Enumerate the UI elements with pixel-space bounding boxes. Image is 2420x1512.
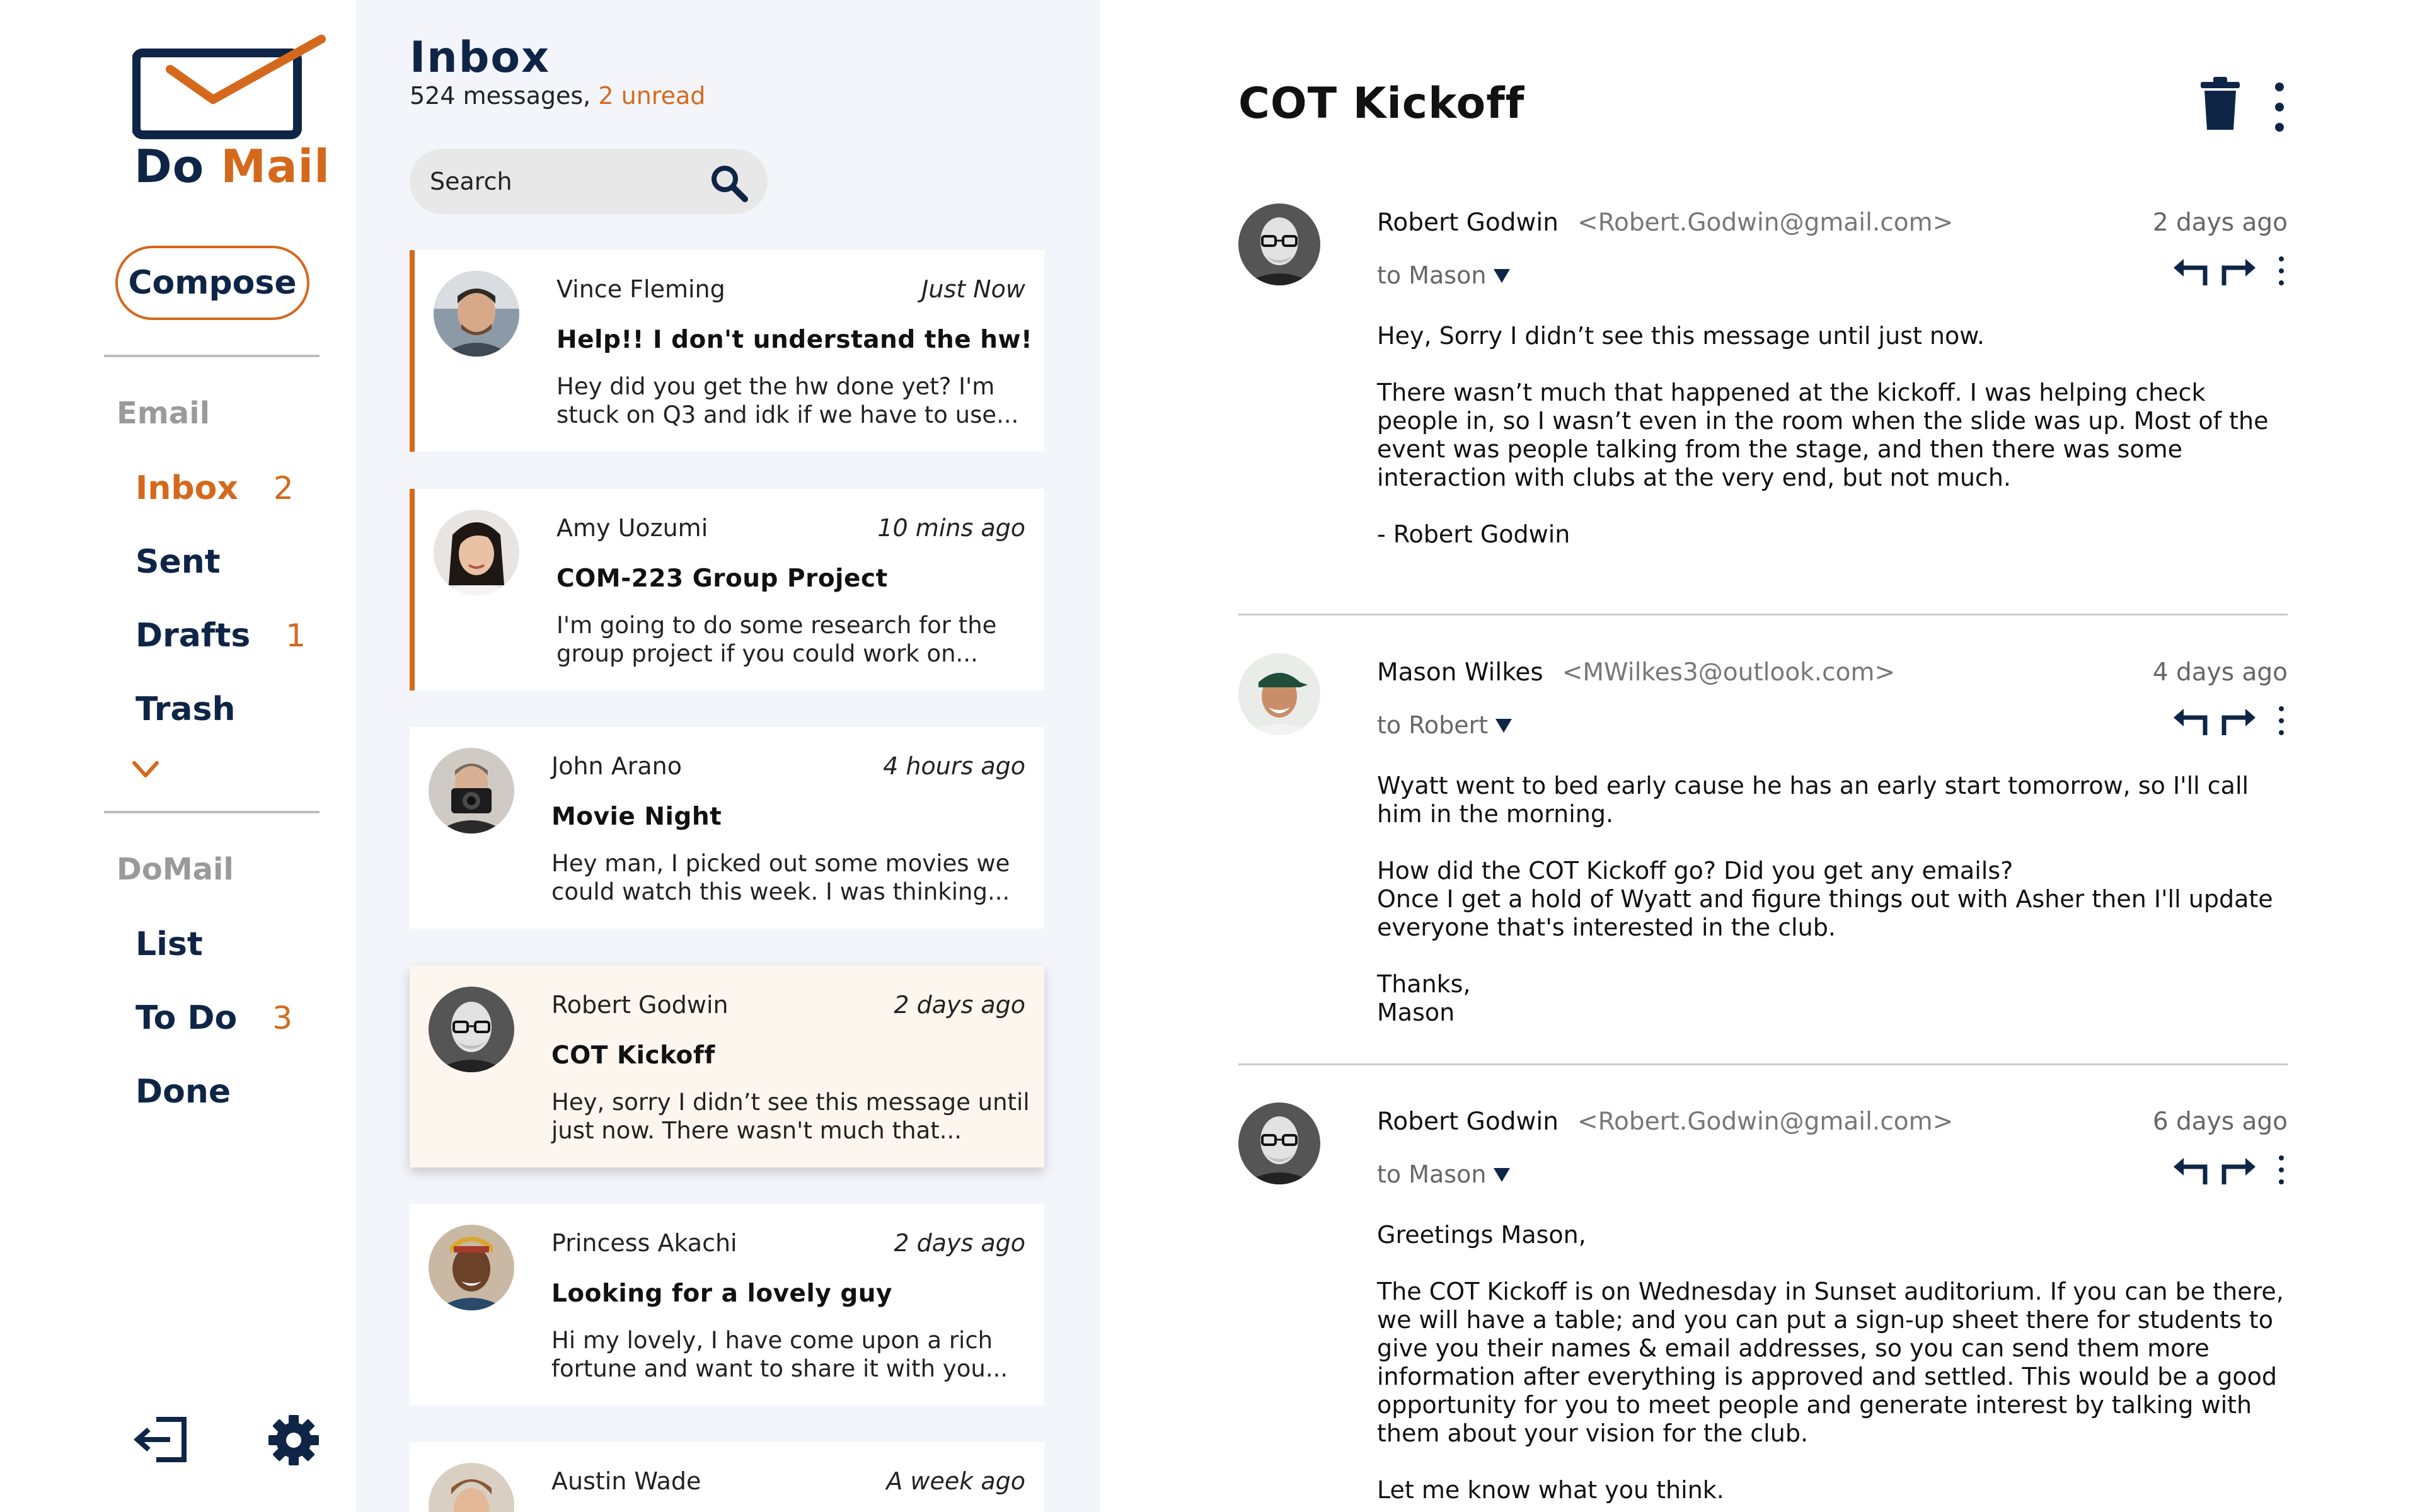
message-time: 4 hours ago [883,752,1025,780]
sender-name: Mason Wilkes [1377,658,1543,687]
sidebar-item-trash[interactable] [135,687,235,731]
recipient-label: to Mason [1377,1160,1487,1188]
compose-button[interactable]: Compose [115,246,309,320]
message-divider [1238,1063,2288,1065]
sender-email: <Robert.Godwin@gmail.com> [1577,1108,1954,1136]
message-time: A week ago [886,1467,1025,1495]
avatar [429,1225,514,1310]
message-time: 2 days ago [2152,209,2288,237]
sidebar-item-inbox[interactable] [135,466,294,510]
message-paragraph: The COT Kickoff is on Wednesday in Sunset auditorium. If you can be there, we will have a table; and you can put a sign-up sheet there for students to give you their names & email addresses, so you can send them more information after everything is approved and settled. This would be a good opportunity for you to meet people and generate interest by talking with them about your vision for the club. [1377,1278,2284,1447]
message-from [1377,209,1953,237]
sender-email: <Robert.Godwin@gmail.com> [1577,209,1954,237]
message-sender: Princess Akachi [551,1229,737,1257]
message-time: 4 days ago [2152,658,2288,687]
avatar [1238,203,1320,285]
message-card[interactable] [410,1442,1044,1512]
sidebar-item-label: Sent [135,543,221,581]
reading-pane [1100,0,2420,1512]
message-preview: Hi my lovely, I have come upon a rich fortune and want to share it with you... [551,1327,1008,1382]
sidebar-item-drafts[interactable] [135,614,306,658]
message-time: 10 mins ago [877,514,1025,542]
brand-name-part2: Mail [221,140,330,193]
inbox-summary [410,82,705,110]
sidebar-section-domail: DoMail [117,852,234,887]
caret-down-icon [1494,716,1513,734]
message-time: 2 days ago [894,991,1025,1019]
message-body [1377,322,2285,577]
forward-icon[interactable] [2221,255,2258,287]
recipients-toggle[interactable] [1377,1160,1511,1188]
forward-icon[interactable] [2221,705,2258,736]
message-card[interactable] [410,489,1044,690]
more-options-icon[interactable] [2275,1154,2288,1186]
inbox-panel [356,0,1100,1512]
message-body [1377,772,2285,1055]
avatar [1238,653,1320,735]
message-paragraph: Wyatt went to bed early cause he has an early start tomorrow, so I'll call him in the morning. [1377,772,2249,828]
message-paragraph: Hey, Sorry I didn’t see this message until just now. [1377,322,1985,350]
message-from [1377,658,1895,687]
message-sender: Vince Fleming [556,275,725,303]
message-sender: John Arano [551,752,682,780]
message-time: 6 days ago [2152,1108,2288,1136]
reply-icon[interactable] [2171,255,2208,287]
message-body [1377,1221,2285,1512]
sidebar-section-email: Email [117,396,210,431]
message-paragraph: Greetings Mason, [1377,1221,1586,1249]
sidebar-item-todo[interactable] [135,996,292,1040]
avatar [1238,1102,1320,1184]
sender-name: Robert Godwin [1377,209,1559,237]
message-subject: Looking for a lovely guy [551,1280,892,1308]
recipients-toggle[interactable] [1377,711,1513,739]
avatar [429,987,514,1072]
recipients-toggle[interactable] [1377,261,1511,289]
message-card[interactable] [410,250,1044,452]
message-subject: Movie Night [551,803,722,831]
more-options-icon[interactable] [2271,81,2288,134]
message-preview: Hey did you get the hw done yet? I'm stuck on Q3 and idk if we have to use... [556,373,1019,428]
sidebar-item-label: Trash [135,690,236,728]
sidebar-item-label: Done [135,1073,231,1111]
sidebar-item-sent[interactable] [135,540,221,584]
message-divider [1238,614,2288,616]
reply-icon[interactable] [2171,1154,2208,1186]
message-preview: I'm going to do some research for the group project if you could work on... [556,612,997,667]
sidebar-item-count: 1 [285,617,306,654]
message-sender: Amy Uozumi [556,514,708,542]
sidebar-item-done[interactable] [135,1070,231,1114]
search-bar [410,149,768,214]
unread-count: 2 unread [598,82,706,110]
search-input[interactable] [430,149,694,214]
message-paragraph: Thanks, Mason [1377,970,1471,1026]
sidebar-item-label: To Do [135,999,238,1037]
message-card[interactable] [410,727,1044,929]
message-card[interactable] [410,1204,1044,1406]
message-preview: Hey man, I picked out some movies we could watch this week. I was thinking... [551,850,1010,905]
sender-email: <MWilkes3@outlook.com> [1562,658,1896,687]
message-card[interactable] [410,966,1044,1167]
sidebar-divider [104,355,320,357]
message-from [1377,1108,1953,1136]
sidebar [0,0,356,1512]
more-options-icon[interactable] [2275,705,2288,736]
sidebar-item-list[interactable] [135,922,203,966]
message-paragraph: Let me know what you think. [1377,1476,1724,1504]
message-subject: Help!! I don't understand the hw! [556,326,1033,354]
search-icon[interactable] [708,163,749,203]
forward-icon[interactable] [2221,1154,2258,1186]
message-count: 524 messages, [410,82,591,110]
caret-down-icon [1492,1166,1511,1183]
brand-name-part1: Do [134,140,205,193]
trash-icon[interactable] [2199,77,2241,131]
sidebar-item-count: 3 [272,1000,293,1036]
avatar [434,271,519,357]
logout-icon[interactable] [132,1414,189,1465]
message-subject: COM-223 Group Project [556,564,888,593]
avatar [429,748,514,833]
message-time: 2 days ago [894,1229,1025,1257]
more-options-icon[interactable] [2275,255,2288,287]
inbox-title: Inbox [410,33,550,83]
recipient-label: to Robert [1377,711,1489,739]
message-time: Just Now [921,275,1025,303]
avatar [429,1463,514,1512]
avatar [434,510,519,595]
brand-name [134,140,330,193]
sidebar-item-label: Drafts [135,617,251,655]
message-paragraph: There wasn’t much that happened at the kickoff. I was helping check people in, so I wasn’t even in the room when the slide was up. Most of the event was people talking from the stage, and then there was some interaction with clubs at the very end, but not much. [1377,379,2269,491]
sidebar-divider [104,811,320,813]
reply-icon[interactable] [2171,705,2208,736]
message-paragraph: - Robert Godwin [1377,520,1570,548]
message-subject: COT Kickoff [551,1041,715,1070]
gear-icon[interactable] [268,1414,320,1466]
caret-down-icon [1492,266,1511,284]
thread-title: COT Kickoff [1238,79,1525,129]
message-sender: Robert Godwin [551,991,729,1019]
chevron-down-icon[interactable] [129,753,162,786]
recipient-label: to Mason [1377,261,1487,289]
sidebar-item-label: Inbox [135,469,238,507]
message-paragraph: How did the COT Kickoff go? Did you get any emails? Once I get a hold of Wyatt and figure things out with Asher then I'll update everyone that's interested in the club. [1377,857,2273,941]
message-preview: Hey, sorry I didn’t see this message until just now. There wasn't much that... [551,1089,1030,1144]
message-sender: Austin Wade [551,1467,701,1495]
sidebar-item-label: List [135,925,203,963]
sidebar-item-count: 2 [273,470,294,507]
sender-name: Robert Godwin [1377,1108,1559,1136]
